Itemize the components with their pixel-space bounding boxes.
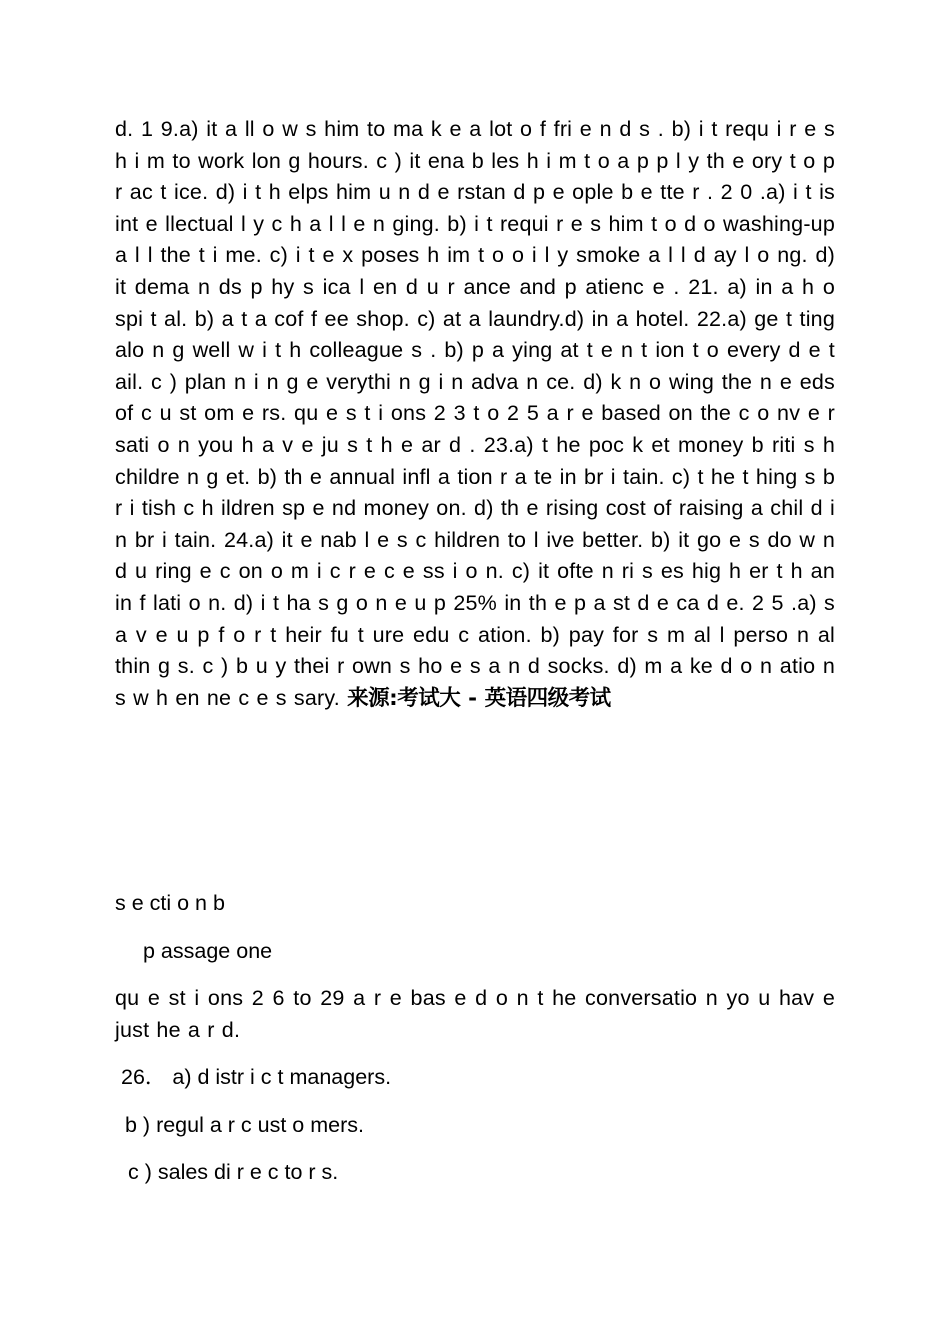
answer-text: d. 1 9.a) it a ll o w s him to ma k e a lot o f fri e n d s . b) i t requ i r e s h i m to work lon g hours. c ) it ena b les h i m t o a p p l y th e ory t o p r ac t ice. d) i t h elps him u n d e rstan d p e ople b e tte r . 2 0 .a) i t is int e llectual l y c h a l l e n ging. b) i t requi r e s him t o d o washing-up a l l the t i me. c) i t e x poses h im t o o i l y smoke a l l d ay l o ng. d) it dema n ds p hy s ica l en d u r ance and p atienc e . 21. a) in a h o spi t al. b) a t a cof f ee shop. c) at a laundry.d) in a hotel. 22.a) ge t ting alo n g well w i t h colleague s . b) p a ying at t e n t ion t o every d e t ail. c ) plan n i n g e verythi n g i n adva n ce. d) k n o wing the n e eds of c u st om e rs. qu e s t i ons 2 3 t o 2 5 a r e based on the c o nv e r sati o n you h a v e ju s t h e ar d . 23.a) t he poc k et money b riti s h childre n g et. b) th e annual infl a tion r a te in br i tain. c) t he t hing s b r i tish c h ildren sp e nd money on. d) th e rising cost of raising a chil d i n br i tain. 24.a) it e nab l e s c hildren to l ive better. b) it go e s do w n d u ring e c on o m i c r e c e ss i o n. c) it ofte n ri s es hig h er t h an in f lati o n. d) i t ha s g o n e u p 25% in th e p a st d e ca d e. 2 5 .a) s a v e u p f o r t heir fu t ure edu c ation. b) pay for s m al l perso n al thin g s. c ) b u y thei r own s ho e s a n d socks. d) m a ke d o n atio n s w h en ne c e s sary.	[115, 117, 835, 710]
section-heading: s e cti o n b	[115, 891, 225, 915]
passage-heading: p assage one	[143, 939, 273, 963]
question-26-option-b: b ) regul a r c ust o mers.	[125, 1113, 364, 1137]
questions-intro: qu e st i ons 2 6 to 29 a r e bas e d o n t he conversatio n yo u hav e just he a r d.	[115, 986, 835, 1042]
answer-paragraph	[115, 114, 835, 714]
question-26-option-c: c ) sales di r e c to r s.	[128, 1160, 339, 1184]
source-note: 来源:考试大 - 英语四级考试	[347, 685, 611, 711]
question-26-option-a: 26． a) d istr i c t managers.	[121, 1065, 392, 1089]
